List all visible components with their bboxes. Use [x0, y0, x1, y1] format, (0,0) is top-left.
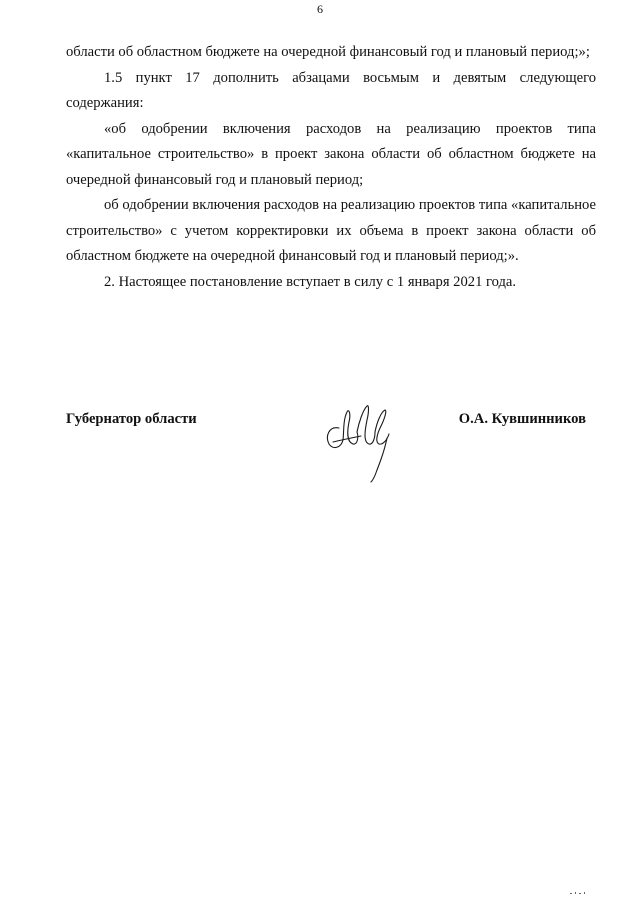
- scan-mark-icon: [570, 890, 588, 896]
- paragraph-quoted-paragraph-9: об одобрении включения расходов на реализацию проектов типа «капитальное строительство» с учетом корректировки их объема в проект закона области об областном бюджете на очередной финансовый год и плановый период;».: [66, 197, 596, 264]
- document-body: [66, 40, 596, 295]
- signer-name: О.А. Кувшинников: [458, 411, 586, 427]
- signer-position-title: Губернатор области: [66, 411, 197, 427]
- paragraph-effective-date: 2. Настоящее постановление вступает в силу с 1 января 2021 года.: [104, 273, 517, 290]
- handwritten-signature-icon: [321, 398, 401, 483]
- paragraph-continuation: области об областном бюджете на очередной финансовый год и плановый период;»;: [66, 44, 590, 60]
- signature-block: [66, 398, 596, 488]
- page-number: 6: [317, 2, 323, 16]
- paragraph-quoted-paragraph-8: «об одобрении включения расходов на реализацию проектов типа «капитальное строительство» в проект закона области об областном бюджете на очередной финансовый год и плановый период;: [66, 120, 596, 188]
- paragraph-amendment-1-5: 1.5 пункт 17 дополнить абзацами восьмым и девятым следующего содержания:: [66, 69, 596, 111]
